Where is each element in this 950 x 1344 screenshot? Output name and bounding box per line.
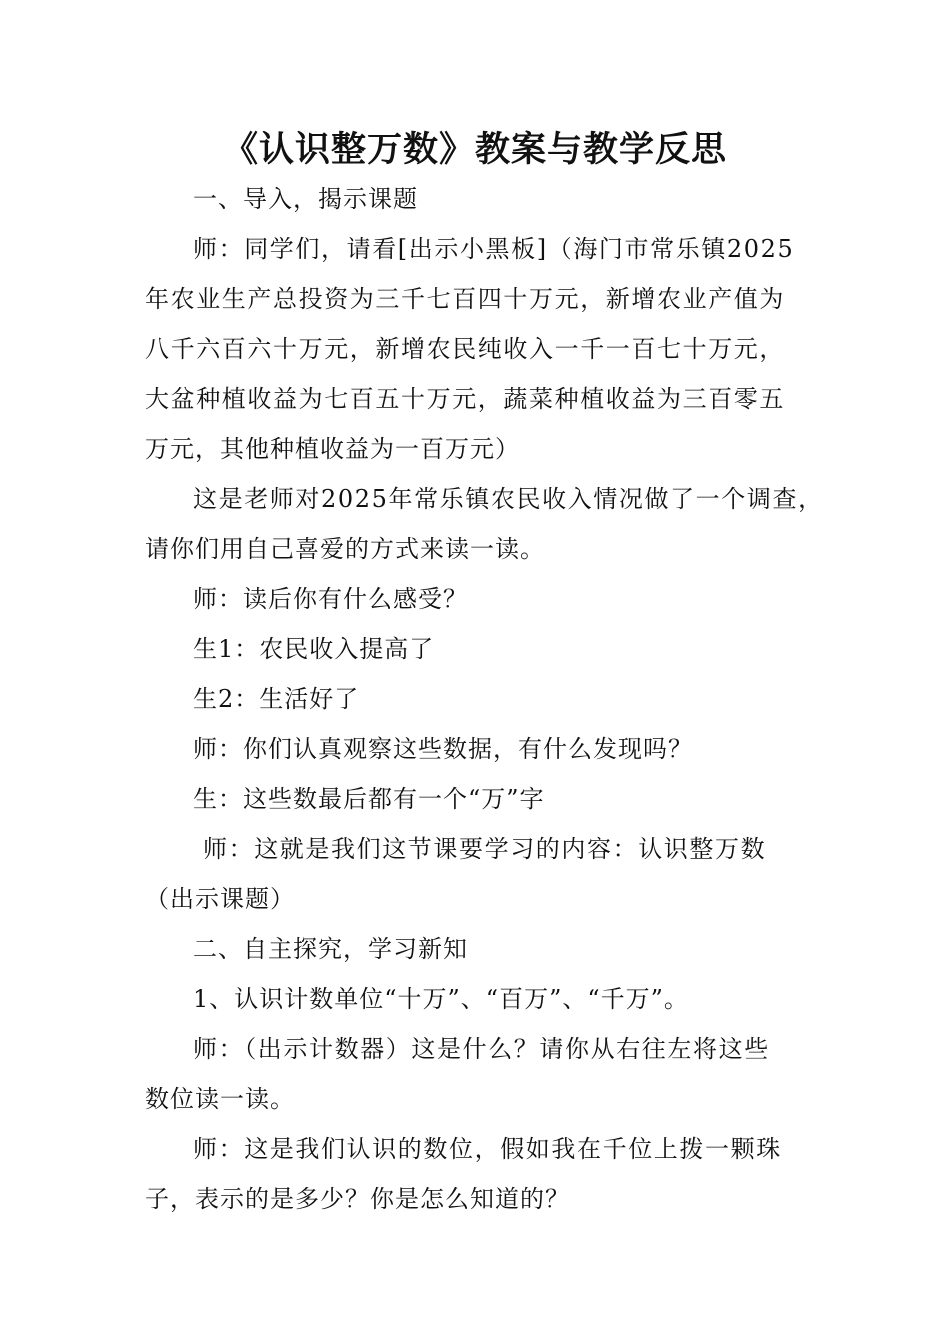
paragraph-line: 八千六百六十万元，新增农民纯收入一千一百七十万元，: [145, 335, 785, 363]
paragraph-line: 大盆种植收益为七百五十万元，蔬菜种植收益为三百零五: [145, 385, 785, 413]
dialogue-line: 师：（出示计数器）这是什么？请你从右往左将这些: [193, 1035, 770, 1063]
paragraph-line: 数位读一读。: [145, 1085, 295, 1113]
paragraph-line: 请你们用自己喜爱的方式来读一读。: [145, 535, 545, 563]
section-heading-explore: 二、自主探究，学习新知: [193, 935, 468, 963]
paragraph-line: 万元，其他种植收益为一百万元）: [145, 435, 520, 463]
dialogue-line: 师：你们认真观察这些数据，有什么发现吗？: [193, 735, 693, 763]
dialogue-line: 生2：生活好了: [193, 685, 360, 713]
dialogue-line: 生1：农民收入提高了: [193, 635, 435, 663]
paragraph-line: 这是老师对2025年常乐镇农民收入情况做了一个调查，: [193, 485, 824, 513]
subsection-heading: 1、认识计数单位“十万”、“百万”、“千万”。: [193, 985, 689, 1013]
dialogue-line: 师：读后你有什么感受？: [193, 585, 468, 613]
section-heading-intro: 一、导入，揭示课题: [193, 185, 418, 213]
dialogue-line: 师：这就是我们这节课要学习的内容：认识整万数: [203, 835, 767, 863]
dialogue-line: 生：这些数最后都有一个“万”字: [193, 785, 545, 813]
paragraph-line: 子，表示的是多少？你是怎么知道的？: [145, 1185, 570, 1213]
document-title: 《认识整万数》教案与教学反思: [222, 130, 727, 170]
paragraph-line: 年农业生产总投资为三千七百四十万元，新增农业产值为: [145, 285, 785, 313]
paragraph-line: 师：同学们，请看[出示小黑板]（海门市常乐镇2025: [193, 235, 795, 263]
paragraph-line: （出示课题）: [145, 885, 295, 913]
dialogue-line: 师：这是我们认识的数位，假如我在千位上拨一颗珠: [193, 1135, 782, 1163]
